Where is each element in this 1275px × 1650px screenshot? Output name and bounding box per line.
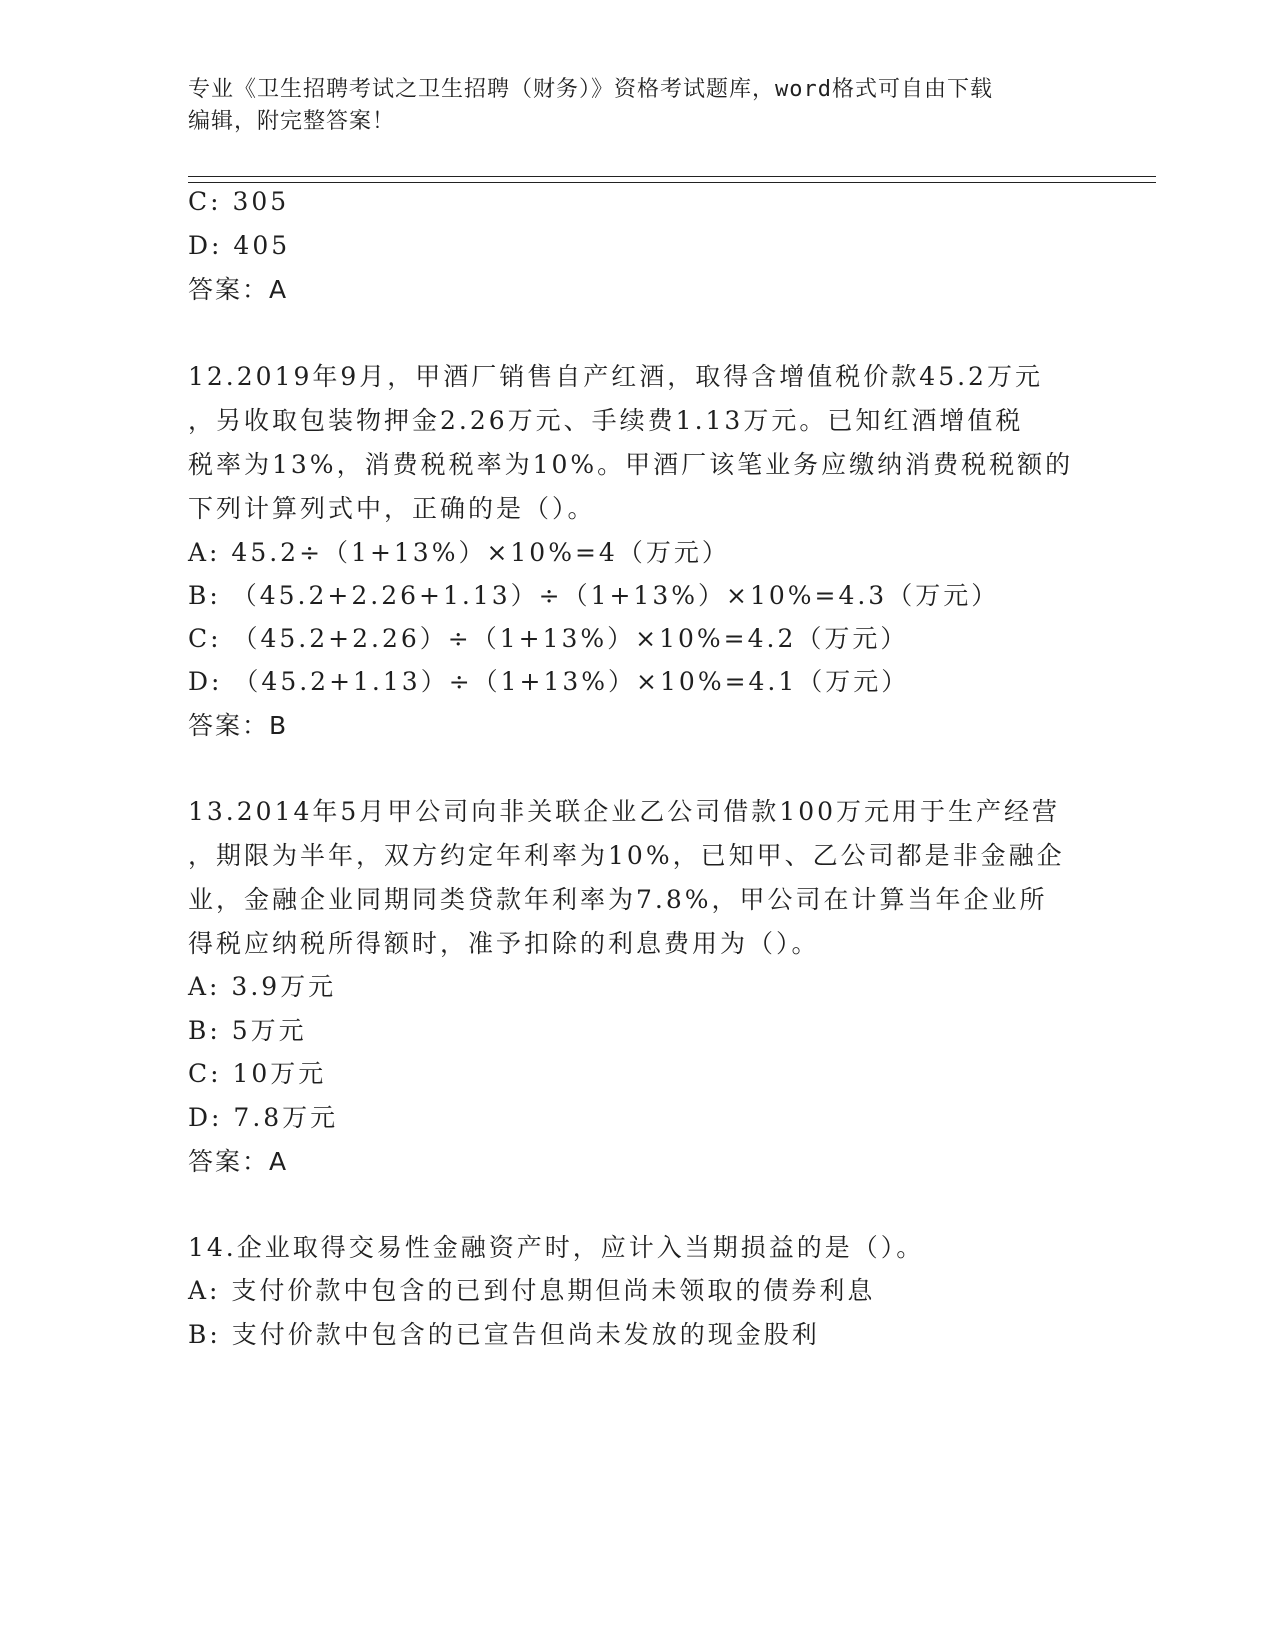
header-line-1: 专业《卫生招聘考试之卫生招聘（财务）》资格考试题库，word格式可自由下载 — [188, 77, 993, 102]
q13-option-b: B: 5万元 — [188, 1016, 307, 1045]
header-divider-top — [188, 176, 1156, 177]
q13-option-d: D: 7.8万元 — [188, 1103, 339, 1132]
page-header — [188, 74, 1088, 138]
q13-stem-line: 业，金融企业同期同类贷款年利率为7.8%，甲公司在计算当年企业所 — [188, 885, 1048, 914]
q13-option-a: A: 3.9万元 — [188, 972, 337, 1001]
q14-option-b: B: 支付价款中包含的已宣告但尚未发放的现金股利 — [188, 1320, 820, 1349]
q12-option-d: D: （45.2+1.13）÷（1+13%）×10%=4.1（万元） — [188, 667, 910, 696]
q11-answer: 答案：A — [188, 275, 289, 304]
q14-option-a: A: 支付价款中包含的已到付息期但尚未领取的债券利息 — [188, 1276, 876, 1305]
header-line-2: 编辑，附完整答案！ — [188, 109, 396, 134]
q13-stem-line: 13.2014年5月甲公司向非关联企业乙公司借款100万元用于生产经营 — [188, 797, 1061, 826]
q12-option-b: B: （45.2+2.26+1.13）÷（1+13%）×10%=4.3（万元） — [188, 581, 1000, 610]
q12-answer: 答案：B — [188, 711, 289, 740]
q12-stem-line: 下列计算列式中，正确的是（）。 — [188, 494, 596, 523]
q13-stem-line: ，期限为半年，双方约定年利率为10%，已知甲、乙公司都是非金融企 — [188, 841, 1065, 870]
q11-option-c: C: 305 — [188, 187, 290, 216]
q14-stem-line: 14.企业取得交易性金融资产时，应计入当期损益的是（）。 — [188, 1233, 925, 1262]
q12-option-a: A: 45.2÷（1+13%）×10%=4（万元） — [188, 538, 730, 567]
header-divider-bottom — [188, 182, 1156, 183]
q13-stem-line: 得税应纳税所得额时，准予扣除的利息费用为（）。 — [188, 929, 820, 958]
q12-stem-line: ，另收取包装物押金2.26万元、手续费1.13万元。已知红酒增值税 — [188, 406, 1024, 435]
q12-stem-line: 税率为13%，消费税税率为10%。甲酒厂该笔业务应缴纳消费税税额的 — [188, 450, 1074, 479]
q13-option-c: C: 10万元 — [188, 1059, 327, 1088]
q12-option-c: C: （45.2+2.26）÷（1+13%）×10%=4.2（万元） — [188, 624, 909, 653]
q12-stem-line: 12.2019年9月，甲酒厂销售自产红酒，取得含增值税价款45.2万元 — [188, 362, 1043, 391]
q11-option-d: D: 405 — [188, 231, 291, 260]
q13-answer: 答案：A — [188, 1147, 289, 1176]
